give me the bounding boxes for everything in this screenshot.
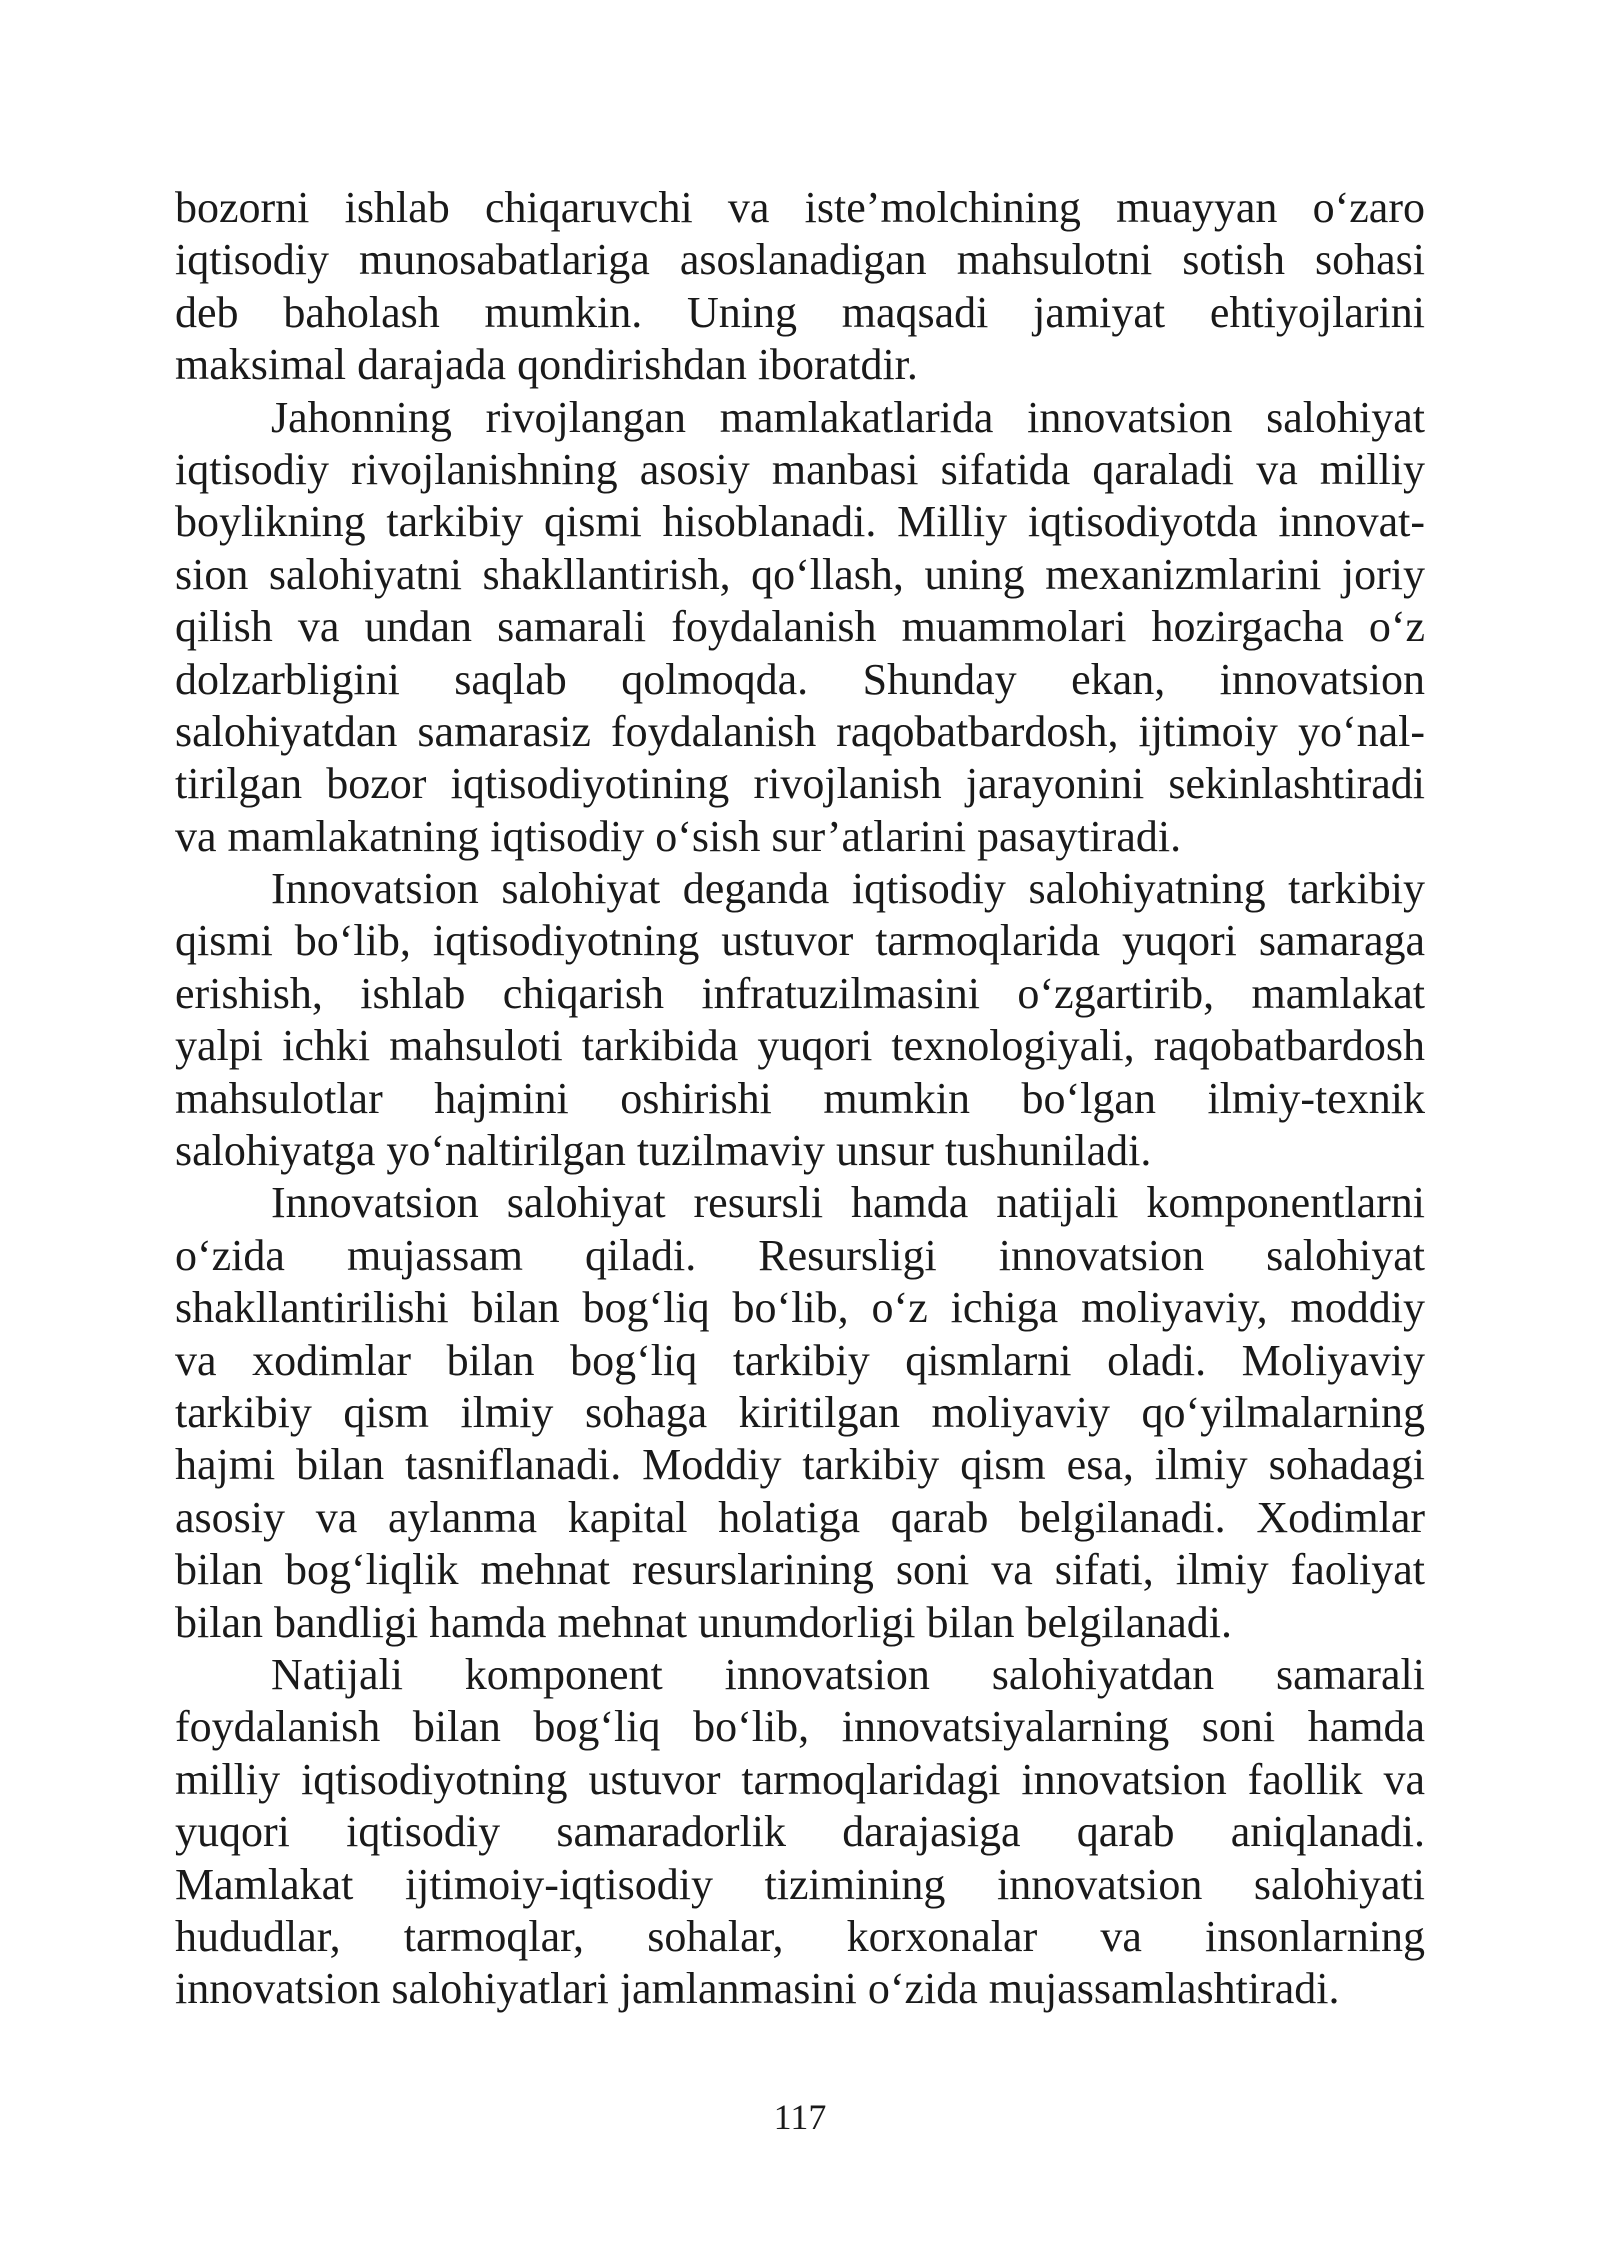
paragraph-2	[175, 392, 1425, 864]
text-line: milliy iqtisodiyotning ustuvor tarmoqlaridagi innovatsion faollik va	[175, 1754, 1425, 1804]
text-line: boylikning tarkibiy qismi hisoblanadi. Milliy iqtisodiyotda innovat-	[175, 497, 1425, 547]
text-line: Innovatsion salohiyat resursli hamda natijali komponentlarni	[271, 1178, 1425, 1228]
text-line: iqtisodiy rivojlanishning asosiy manbasi sifatida qaraladi va milliy	[175, 444, 1425, 494]
paragraph-4	[175, 1177, 1425, 1649]
text-line: hududlar, tarmoqlar, sohalar, korxonalar va insonlarning	[175, 1911, 1425, 1961]
text-line: yalpi ichki mahsuloti tarkibida yuqori texnologiyali, raqobatbardosh	[175, 1021, 1425, 1071]
paragraph-5	[175, 1649, 1425, 2016]
text-line: Innovatsion salohiyat deganda iqtisodiy salohiyatning tarkibiy	[271, 864, 1425, 914]
body-text	[175, 182, 1425, 2016]
text-line: bilan bog‘liqlik mehnat resurslarining soni va sifati, ilmiy faoliyat	[175, 1545, 1425, 1595]
text-line: qilish va undan samarali foydalanish muammolari hozirgacha o‘z	[175, 602, 1425, 652]
text-line: salohiyatga yo‘naltirilgan tuzilmaviy unsur tushuniladi.	[175, 1126, 1152, 1176]
text-line: bozorni ishlab chiqaruvchi va iste’molchining muayyan o‘zaro	[175, 183, 1425, 232]
text-line: shakllantirilishi bilan bog‘liq bo‘lib, o‘z ichiga moliyaviy, moddiy	[175, 1283, 1425, 1333]
text-line: sion salohiyatni shakllantirish, qo‘llash, uning mexanizmlarini joriy	[175, 549, 1425, 599]
text-line: tarkibiy qism ilmiy sohaga kiritilgan moliyaviy qo‘yilmalarning	[175, 1387, 1425, 1437]
text-line: erishish, ishlab chiqarish infratuzilmasini o‘zgartirib, mamlakat	[175, 968, 1425, 1018]
text-line: innovatsion salohiyatlari jamlanmasini o‘zida mujassamlashtiradi.	[175, 1964, 1340, 2014]
text-line: va xodimlar bilan bog‘liq tarkibiy qismlarni oladi. Moliyaviy	[175, 1335, 1425, 1385]
text-line: Natijali komponent innovatsion salohiyatdan samarali	[271, 1649, 1425, 1699]
paragraph-3	[175, 863, 1425, 1177]
text-line: Jahonning rivojlangan mamlakatlarida innovatsion salohiyat	[271, 392, 1425, 442]
text-line: deb baholash mumkin. Uning maqsadi jamiyat ehtiyojlarini	[175, 287, 1425, 337]
text-line: maksimal darajada qondirishdan iboratdir.	[175, 340, 918, 390]
text-line: o‘zida mujassam qiladi. Resursligi innovatsion salohiyat	[175, 1230, 1425, 1280]
text-line: Mamlakat ijtimoiy-iqtisodiy tizimining innovatsion salohiyati	[175, 1859, 1425, 1909]
text-line: dolzarbligini saqlab qolmoqda. Shunday ekan, innovatsion	[175, 654, 1425, 704]
text-line: hajmi bilan tasniflanadi. Moddiy tarkibiy qism esa, ilmiy sohadagi	[175, 1440, 1425, 1490]
page-number: 117	[773, 2097, 827, 2137]
text-line: iqtisodiy munosabatlariga asoslanadigan mahsulotni sotish sohasi	[175, 235, 1425, 285]
text-line: bilan bandligi hamda mehnat unumdorligi bilan belgilanadi.	[175, 1597, 1232, 1647]
text-line: salohiyatdan samarasiz foydalanish raqobatbardosh, ijtimoiy yo‘nal-	[175, 706, 1425, 756]
text-line: foydalanish bilan bog‘liq bo‘lib, innovatsiyalarning soni hamda	[175, 1702, 1425, 1752]
text-line: asosiy va aylanma kapital holatiga qarab belgilanadi. Xodimlar	[175, 1492, 1425, 1542]
text-line: qismi bo‘lib, iqtisodiyotning ustuvor tarmoqlarida yuqori samaraga	[175, 916, 1425, 966]
text-line: yuqori iqtisodiy samaradorlik darajasiga qarab aniqlanadi.	[175, 1807, 1425, 1857]
paragraph-1	[175, 182, 1425, 392]
text-line: tirilgan bozor iqtisodiyotining rivojlanish jarayonini sekinlashtiradi	[175, 759, 1425, 809]
text-line: va mamlakatning iqtisodiy o‘sish sur’atlarini pasaytiradi.	[175, 811, 1182, 861]
text-line: mahsulotlar hajmini oshirishi mumkin bo‘lgan ilmiy-texnik	[175, 1073, 1425, 1123]
